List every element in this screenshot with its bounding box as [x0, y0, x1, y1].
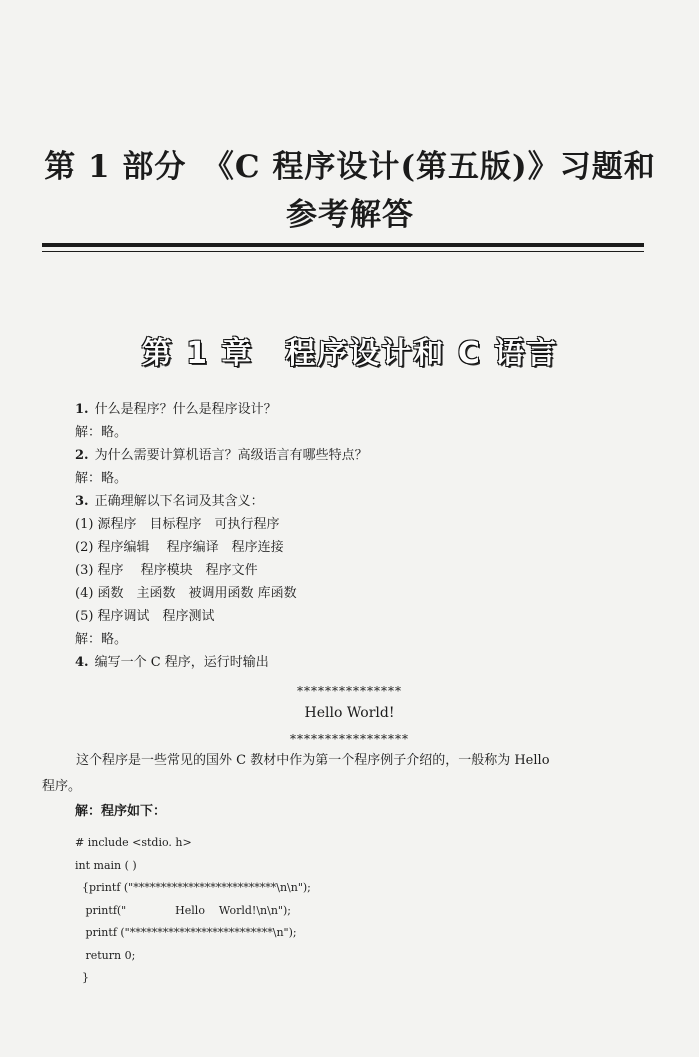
- code-block: [75, 832, 311, 990]
- term-item-5: (5) 程序调试 程序测试: [75, 609, 215, 624]
- code-line: return 0;: [75, 948, 136, 962]
- part-title-line2: 参考解答: [286, 197, 414, 233]
- title-rule-thick: [42, 243, 644, 247]
- code-line: {printf ("**************************\n\n");: [75, 881, 311, 894]
- intro-paragraph: [42, 748, 650, 800]
- code-line: printf ("**************************\n");: [75, 926, 297, 939]
- solution-label: 解：程序如下：: [75, 804, 167, 819]
- question-2: 2. 为什么需要计算机语言？高级语言有哪些特点？: [75, 448, 368, 463]
- part-title-line1: 第 1 部分 《C 程序设计(第五版)》习题和: [44, 149, 656, 185]
- code-line: int main ( ): [75, 858, 137, 872]
- question-1: 1. 什么是程序？什么是程序设计？: [75, 402, 277, 417]
- question-3: 3. 正确理解以下名词及其含义：: [75, 494, 264, 509]
- answer-3: 解：略。: [75, 632, 128, 647]
- part-title: [40, 143, 660, 239]
- term-item-2: (2) 程序编辑 程序编译 程序连接: [75, 540, 284, 555]
- answer-2: 解：略。: [75, 471, 128, 486]
- paragraph-line1: 这个程序是一些常见的国外 C 教材中作为第一个程序例子介绍的，一般称为 Hello: [76, 753, 550, 768]
- answer-1: 解：略。: [75, 425, 128, 440]
- code-line: printf(" Hello World!\n\n");: [75, 903, 291, 917]
- chapter-title: 第 1 章 程序设计和 C 语言: [141, 336, 559, 371]
- code-line: # include <stdio. h>: [75, 836, 192, 849]
- term-item-1: (1) 源程序 目标程序 可执行程序: [75, 517, 280, 532]
- output-hello: Hello World!: [304, 705, 395, 721]
- term-item-4: (4) 函数 主函数 被调用函数 库函数: [75, 586, 297, 601]
- paragraph-line2: 程序。: [42, 779, 82, 794]
- term-item-3: (3) 程序 程序模块 程序文件: [75, 563, 258, 578]
- title-rule-thin: [42, 251, 644, 252]
- question-4: 4. 编写一个 C 程序，运行时输出: [75, 655, 269, 670]
- code-line: }: [75, 971, 89, 984]
- questions-block: [75, 398, 655, 674]
- output-stars-bottom: *****************: [290, 732, 409, 746]
- output-stars-top: ***************: [297, 684, 402, 698]
